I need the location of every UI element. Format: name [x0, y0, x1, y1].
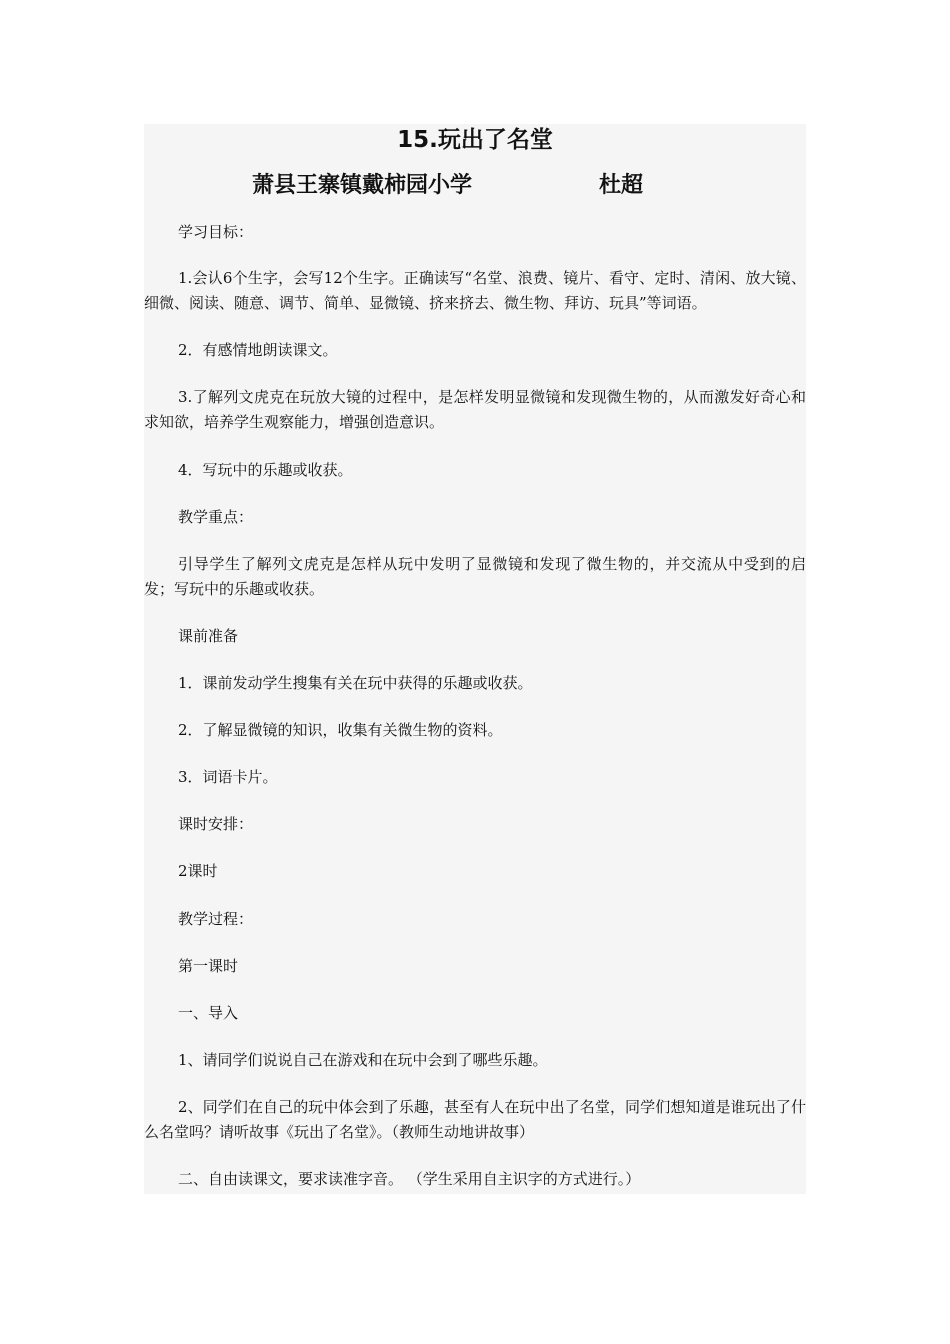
paragraph-intro-1: 1、请同学们说说自己在游戏和在玩中会到了哪些乐趣。 [178, 1051, 548, 1069]
paragraph-reading: 二、自由读课文，要求读准字音。 （学生采用自主识字的方式进行。） [178, 1170, 641, 1188]
paragraph-intro-2: 2、同学们在自己的玩中体会到了乐趣，甚至有人在玩中出了名堂，同学们想知道是谁玩出了什么名堂吗？请听故事《玩出了名堂》。（教师生动地讲故事） [144, 1098, 806, 1141]
paragraph-schedule: 2课时 [178, 862, 218, 880]
document-page [144, 124, 806, 1194]
paragraph-prep-3: 3．词语卡片。 [178, 768, 278, 786]
paragraph-schedule-heading: 课时安排： [178, 815, 254, 833]
lesson-title: 15.玩出了名堂 [397, 127, 553, 153]
paragraph-prep-heading: 课前准备 [178, 627, 239, 645]
paragraph-goal-3: 3.了解列文虎克在玩放大镜的过程中，是怎样发明显微镜和发现微生物的，从而激发好奇心和求知欲，培养学生观察能力，增强创造意识。 [144, 388, 806, 431]
paragraph-goal-1: 1.会认6个生字，会写12个生字。正确读写“名堂、浪费、镜片、看守、定时、清闲、放大镜、细微、阅读、随意、调节、简单、显微镜、挤来挤去、微生物、拜访、玩具”等词语。 [144, 269, 806, 312]
author-name: 杜超 [599, 173, 644, 198]
school-name: 萧县王寨镇戴柿园小学 [252, 173, 473, 198]
paragraph-focus-heading: 教学重点： [178, 508, 254, 526]
paragraph-goal-4: 4．写玩中的乐趣或收获。 [178, 461, 353, 479]
paragraph-intro-heading: 一、导入 [178, 1004, 239, 1022]
byline [252, 172, 772, 200]
paragraph-goal-2: 2．有感情地朗读课文。 [178, 341, 338, 359]
paragraph-first-lesson: 第一课时 [178, 957, 239, 975]
paragraph-goals-heading: 学习目标： [178, 223, 254, 241]
paragraph-process-heading: 教学过程： [178, 910, 254, 928]
paragraph-prep-1: 1．课前发动学生搜集有关在玩中获得的乐趣或收获。 [178, 674, 533, 692]
paragraph-focus: 引导学生了解列文虎克是怎样从玩中发明了显微镜和发现了微生物的，并交流从中受到的启发；写玩中的乐趣或收获。 [144, 555, 806, 598]
paragraph-prep-2: 2．了解显微镜的知识，收集有关微生物的资料。 [178, 721, 503, 739]
